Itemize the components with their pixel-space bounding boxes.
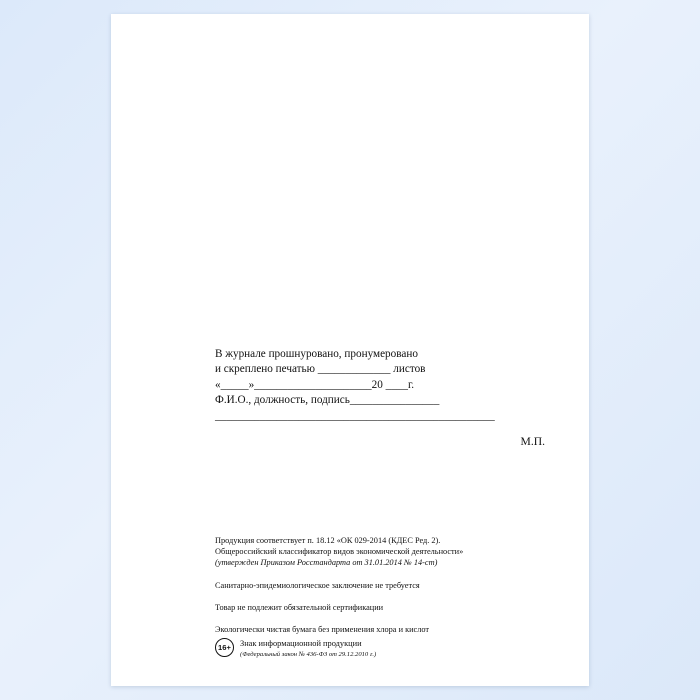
age-mark-row: [215, 637, 376, 659]
certification-line-2: и скреплено печатью _____________ листов: [215, 363, 426, 376]
certification-note: Товар не подлежит обязательной сертификации: [215, 602, 384, 612]
product-compliance-line-1: Продукция соответствует п. 18.12 «ОК 029-2014 (КДЕС Ред. 2).: [215, 536, 441, 545]
certification-date-line: «_____»_____________________20 ____г.: [215, 378, 415, 391]
sanitary-note: Санитарно-эпидемиологическое заключение не требуется: [215, 580, 420, 590]
certification-blank-rule: __________________________________________________: [215, 409, 495, 422]
certification-block: [215, 347, 545, 424]
certification-line-1: В журнале прошнуровано, пронумеровано: [215, 348, 418, 360]
paper-note: Экологически чистая бумага без применения хлора и кислот: [215, 625, 430, 635]
stamp-place-mark: М.П.: [520, 435, 545, 448]
product-compliance-line-3: (утвержден Приказом Росстандарта от 31.01.2014 № 14-ст): [215, 558, 438, 568]
document-page: [111, 14, 589, 686]
age-mark-title: Знак информационной продукции: [240, 639, 362, 648]
certification-signature-line: Ф.И.О., должность, подпись________________: [215, 394, 440, 407]
legal-notes-block: [215, 535, 555, 635]
age-mark-texts: [240, 637, 376, 659]
product-compliance-line-2: Общероссийский классификатор видов экономической деятельности»: [215, 547, 464, 557]
age-mark-law-reference: (Федеральный закон № 436-ФЗ от 29.12.2010 г.): [240, 651, 377, 658]
age-rating-badge-icon: 16+: [215, 638, 234, 657]
